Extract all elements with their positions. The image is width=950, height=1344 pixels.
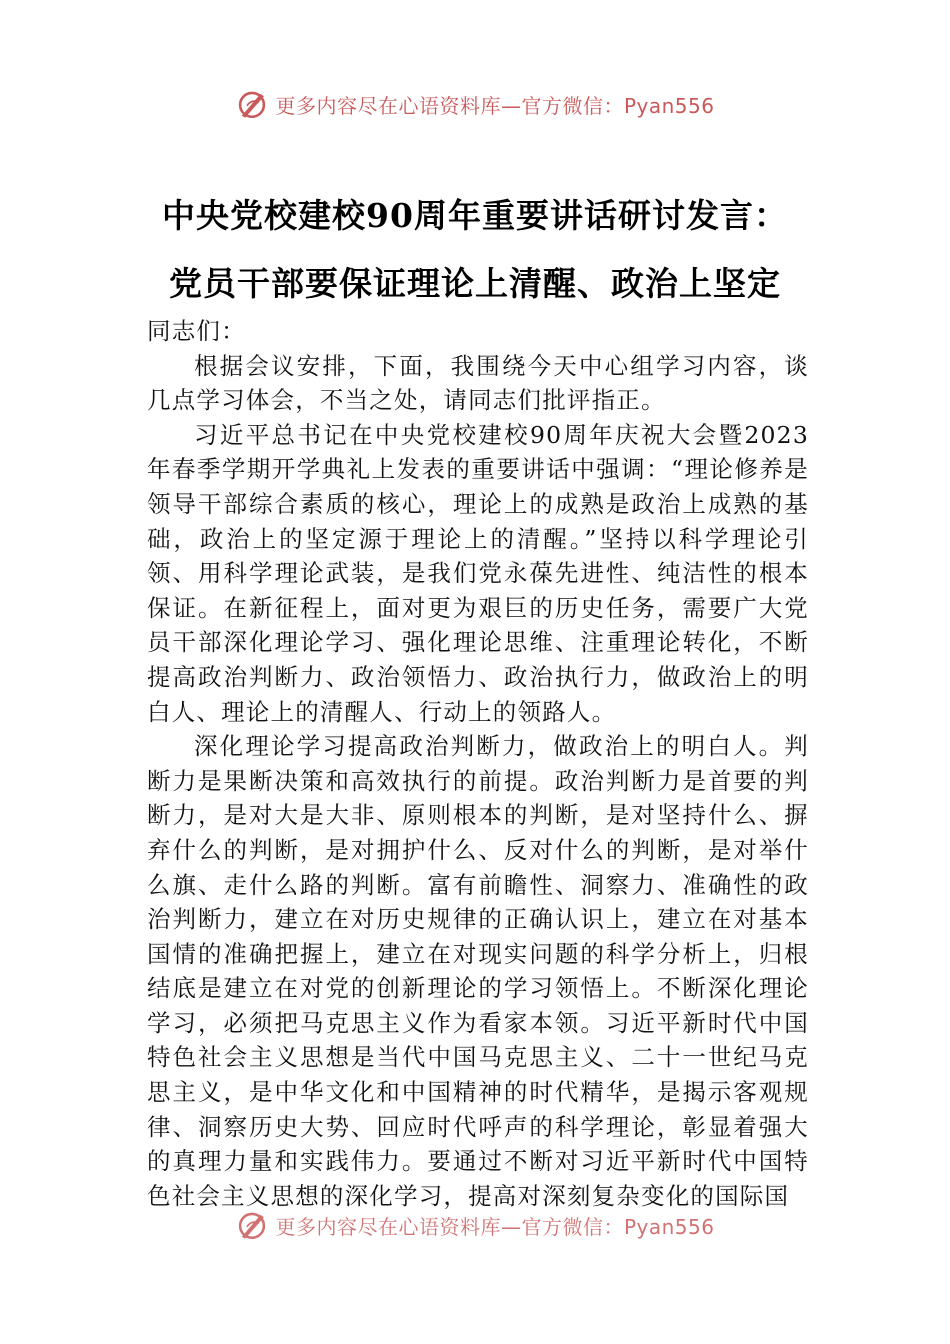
paragraph-2: 习近平总书记在中央党校建校90周年庆祝大会暨2023年春季学期开学典礼上发表的重要讲话中强调：“理论修养是领导干部综合素质的核心，理论上的成熟是政治上成熟的基础，政治上的坚定源于理论上的清醒。”坚持以科学理论引领、用科学理论武装，是我们党永葆先进性、纯洁性的根本保证。在新征程上，面对更为艰巨的历史任务，需要广大党员干部深化理论学习、强化理论思维、注重理论转化，不断提高政治判断力、政治领悟力、政治执行力，做政治上的明白人、理论上的清醒人、行动上的领路人。 <box>147 420 809 726</box>
document-body <box>147 314 809 1213</box>
pen-circle-logo-icon <box>235 87 269 121</box>
document-title-line-1: 中央党校建校90周年重要讲话研讨发言： <box>162 196 788 235</box>
watermark-text: 更多内容尽在心语资料库—官方微信：Pyan556 <box>275 1214 715 1239</box>
paragraph-1: 根据会议安排，下面，我围绕今天中心组学习内容，谈几点学习体会，不当之处，请同志们批评指正。 <box>147 351 809 415</box>
document-title-line-2: 党员干部要保证理论上清醒、政治上坚定 <box>169 264 781 303</box>
salutation: 同志们： <box>147 317 246 345</box>
footer-watermark <box>0 1205 950 1245</box>
pen-circle-logo-icon <box>235 1208 269 1242</box>
header-watermark <box>0 84 950 124</box>
paragraph-3: 深化理论学习提高政治判断力，做政治上的明白人。判断力是果断决策和高效执行的前提。政治判断力是首要的判断力，是对大是大非、原则根本的判断，是对坚持什么、摒弃什么的判断，是对拥护什么、反对什么的判断，是对举什么旗、走什么路的判断。富有前瞻性、洞察力、准确性的政治判断力，建立在对历史规律的正确认识上，建立在对基本国情的准确把握上，建立在对现实问题的科学分析上，归根结底是建立在对党的创新理论的学习领悟上。不断深化理论学习，必须把马克思主义作为看家本领。习近平新时代中国特色社会主义思想是当代中国马克思主义、二十一世纪马克思主义，是中华文化和中国精神的时代精华，是揭示客观规律、洞察历史大势、回应时代呼声的科学理论，彰显着强大的真理力量和实践伟力。要通过不断对习近平新时代中国特色社会主义思想的深化学习，提高对深刻复杂变化的国际国 <box>147 732 809 1210</box>
watermark-text: 更多内容尽在心语资料库—官方微信：Pyan556 <box>275 93 715 118</box>
